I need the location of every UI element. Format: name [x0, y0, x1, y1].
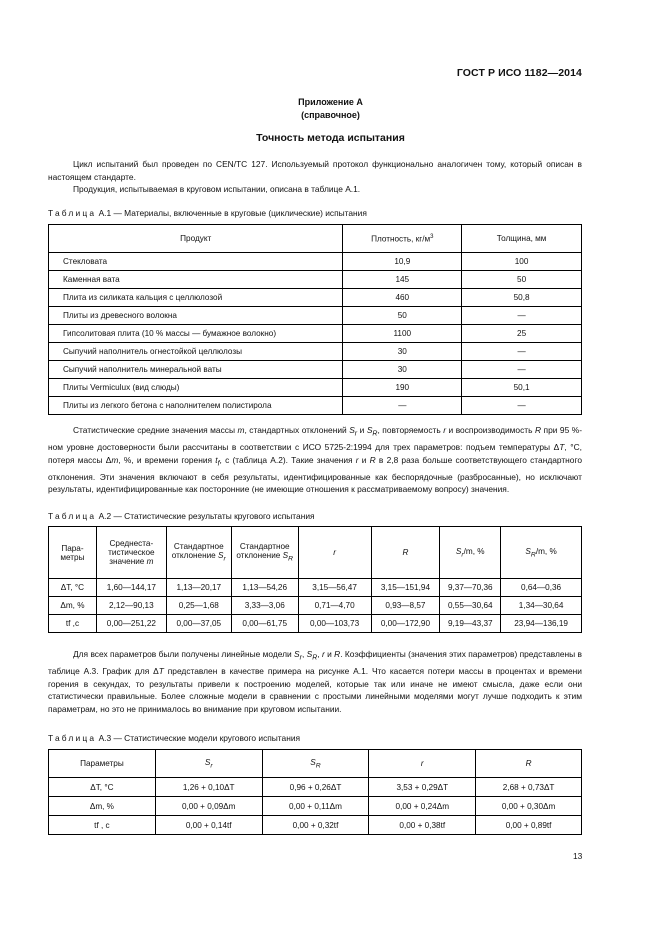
cell-density: 460 [343, 289, 462, 307]
cell-srm: 9,37—70,36 [440, 579, 501, 597]
cell-thickness: — [462, 361, 582, 379]
cell-sr: 0,25—1,68 [166, 597, 231, 615]
cell-sr: 1,13—20,17 [166, 579, 231, 597]
cell-r: 0,71—4,70 [298, 597, 371, 615]
col-header-sR-m: $S_R/m$, % [501, 527, 582, 579]
intro-paragraph-2: Продукция, испытываемая в круговом испытании, описана в таблице А.1. [73, 184, 361, 194]
intro-paragraph-1: Цикл испытаний был проведен по CEN/TC 127. Используемый протокол функционально аналогичен тому, который описан в настоящем стандарте. [48, 159, 582, 182]
cell-param: Δm, % [49, 797, 156, 816]
table-header-row [49, 527, 582, 579]
table-row [49, 797, 582, 816]
cell-product: Плиты из легкого бетона с наполнителем полистирола [49, 397, 343, 415]
col-header-sr-m: $S_r/m$, % [440, 527, 501, 579]
table2-caption: Таблица А.2 — Статистические результаты кругового испытания [48, 511, 315, 521]
cell-density: 145 [343, 271, 462, 289]
cell-density: 190 [343, 379, 462, 397]
cell-thickness: 100 [462, 253, 582, 271]
table-row [49, 361, 582, 379]
cell-param: Δm, % [49, 597, 97, 615]
table-row [49, 397, 582, 415]
cell-sRm: 0,64—0,36 [501, 579, 582, 597]
cell-r: 0,00 + 0,38tf [369, 816, 476, 835]
table-row [49, 597, 582, 615]
annex-title: Приложение А [298, 97, 363, 107]
cell-density: 10,9 [343, 253, 462, 271]
col-header-R: R [371, 527, 440, 579]
cell-param: ΔT, °C [49, 778, 156, 797]
cell-thickness: 50,1 [462, 379, 582, 397]
cell-sR: 3,33—3,06 [231, 597, 298, 615]
cell-product: Плита из силиката кальция с целлюлозой [49, 289, 343, 307]
col-header-sr: $S_r$ [155, 750, 262, 778]
col-header-sR: $S_R$ [262, 750, 369, 778]
statistics-table [48, 526, 582, 633]
col-header-thickness: Толщина, мм [462, 225, 582, 253]
cell-R: 0,93—8,57 [371, 597, 440, 615]
cell-r: 0,00 + 0,24Δm [369, 797, 476, 816]
table1-caption: Таблица А.1 — Материалы, включенные в круговые (циклические) испытания [48, 208, 367, 218]
cell-density: 30 [343, 361, 462, 379]
table-row [49, 271, 582, 289]
cell-mean: 2,12—90,13 [96, 597, 166, 615]
cell-param: tf ,c [49, 615, 97, 633]
cell-srm: 0,55—30,64 [440, 597, 501, 615]
cell-mean: 1,60—144,17 [96, 579, 166, 597]
section-title: Точность метода испытания [256, 132, 405, 144]
cell-density: — [343, 397, 462, 415]
col-header-sR: Стандартное отклонение $S_R$ [231, 527, 298, 579]
cell-R: 2,68 + 0,73ΔT [476, 778, 582, 797]
cell-sR: 0,96 + 0,26ΔT [262, 778, 369, 797]
table-row [49, 325, 582, 343]
table-row [49, 579, 582, 597]
table-row [49, 307, 582, 325]
annex-heading [0, 96, 661, 122]
cell-R: 0,00 + 0,89tf [476, 816, 582, 835]
statistics-paragraph: Статистические средние значения массы m, стандартных отклонений $S_r$ и $S_R$, повторяемость r и воспроизводимость R при 95 %-ном уровне достоверности были рассчитаны в соответствии с ИСО 5725-2:1994 для трех параметров: подъем температуры ΔT, °С, потеря массы Δm, %, и времени горения $t_f$, с (таблица А.2). Такие значения r и R в 2,8 раза больше соответствующего стандартного отклонения. Эти значения включают в себя результаты, идентифицированные как беспорядочные (разбросанные), но исключают результаты, идентифицированные как посторонние (не имеющие отношения к рассматриваемому вопросу) значения. [48, 425, 582, 495]
cell-srm: 9,19—43,37 [440, 615, 501, 633]
cell-thickness: — [462, 397, 582, 415]
cell-product: Плиты из древесного волокна [49, 307, 343, 325]
cell-R: 0,00—172,90 [371, 615, 440, 633]
cell-product: Сыпучий наполнитель огнестойкой целлюлозы [49, 343, 343, 361]
table-row [49, 253, 582, 271]
cell-product: Стекловата [49, 253, 343, 271]
models-paragraph: Для всех параметров были получены линейные модели $S_r$, $S_R$, r и R. Коэффициенты (значения этих параметров) представлены в таблице А.3. График для ΔT представлен в качестве примера на рисунке А.1. Что касается потери массы в процентах и времени горения в секундах, то результаты привели к построению моделей, которые так или иначе не имеют смысла, даже если они статистически правильные. Более сложные модели в сравнении с простыми линейными моделями могут лучше подходить к этим параметрам, но это не принималось во внимание при круговом испытании. [48, 649, 583, 714]
col-header-product: Продукт [49, 225, 343, 253]
col-header-r: r [369, 750, 476, 778]
cell-R: 3,15—151,94 [371, 579, 440, 597]
cell-r: 3,53 + 0,29ΔT [369, 778, 476, 797]
col-header-density: Плотность, $кг/м^3$ [343, 225, 462, 253]
cell-param: tf , c [49, 816, 156, 835]
table-header-row [49, 225, 582, 253]
cell-sRm: 1,34—30,64 [501, 597, 582, 615]
table-row [49, 816, 582, 835]
cell-product: Сыпучий наполнитель минеральной ваты [49, 361, 343, 379]
cell-product: Гипсолитовая плита (10 % массы — бумажное волокно) [49, 325, 343, 343]
table-row [49, 379, 582, 397]
page-number: 13 [573, 851, 583, 861]
document-header: ГОСТ Р ИСО 1182—2014 [456, 67, 582, 79]
models-table [48, 749, 582, 835]
cell-thickness: 50,8 [462, 289, 582, 307]
cell-mean: 0,00—251,22 [96, 615, 166, 633]
table-row [49, 615, 582, 633]
col-header-params: Параметры [49, 750, 156, 778]
cell-density: 1100 [343, 325, 462, 343]
cell-product: Каменная вата [49, 271, 343, 289]
col-header-mean: Среднестатистическое значение m [96, 527, 166, 579]
intro-text [48, 158, 582, 196]
cell-sr: 0,00 + 0,14tf [155, 816, 262, 835]
cell-sR: 0,00—61,75 [231, 615, 298, 633]
cell-r: 0,00—103,73 [298, 615, 371, 633]
cell-product: Плиты Vermiculux (вид слюды) [49, 379, 343, 397]
annex-subtitle: (справочное) [301, 110, 360, 120]
materials-table [48, 224, 582, 415]
col-header-R: R [476, 750, 582, 778]
cell-sr: 0,00 + 0,09Δm [155, 797, 262, 816]
cell-density: 30 [343, 343, 462, 361]
cell-sR: 0,00 + 0,11Δm [262, 797, 369, 816]
cell-sr: 0,00—37,05 [166, 615, 231, 633]
col-header-params: Пара-метры [49, 527, 97, 579]
cell-sR: 1,13—54,26 [231, 579, 298, 597]
cell-R: 0,00 + 0,30Δm [476, 797, 582, 816]
cell-thickness: 25 [462, 325, 582, 343]
col-header-r: r [298, 527, 371, 579]
col-header-sr: Стандартное отклонение $S_r$ [166, 527, 231, 579]
cell-param: ΔT, °C [49, 579, 97, 597]
table-row [49, 343, 582, 361]
cell-thickness: — [462, 307, 582, 325]
table3-caption: Таблица А.3 — Статистические модели кругового испытания [48, 733, 301, 743]
cell-density: 50 [343, 307, 462, 325]
cell-thickness: 50 [462, 271, 582, 289]
table-header-row [49, 750, 582, 778]
cell-thickness: — [462, 343, 582, 361]
table-row [49, 289, 582, 307]
table-row [49, 778, 582, 797]
cell-sr: 1,26 + 0,10ΔT [155, 778, 262, 797]
cell-sRm: 23,94—136,19 [501, 615, 582, 633]
cell-r: 3,15—56,47 [298, 579, 371, 597]
cell-sR: 0,00 + 0,32tf [262, 816, 369, 835]
